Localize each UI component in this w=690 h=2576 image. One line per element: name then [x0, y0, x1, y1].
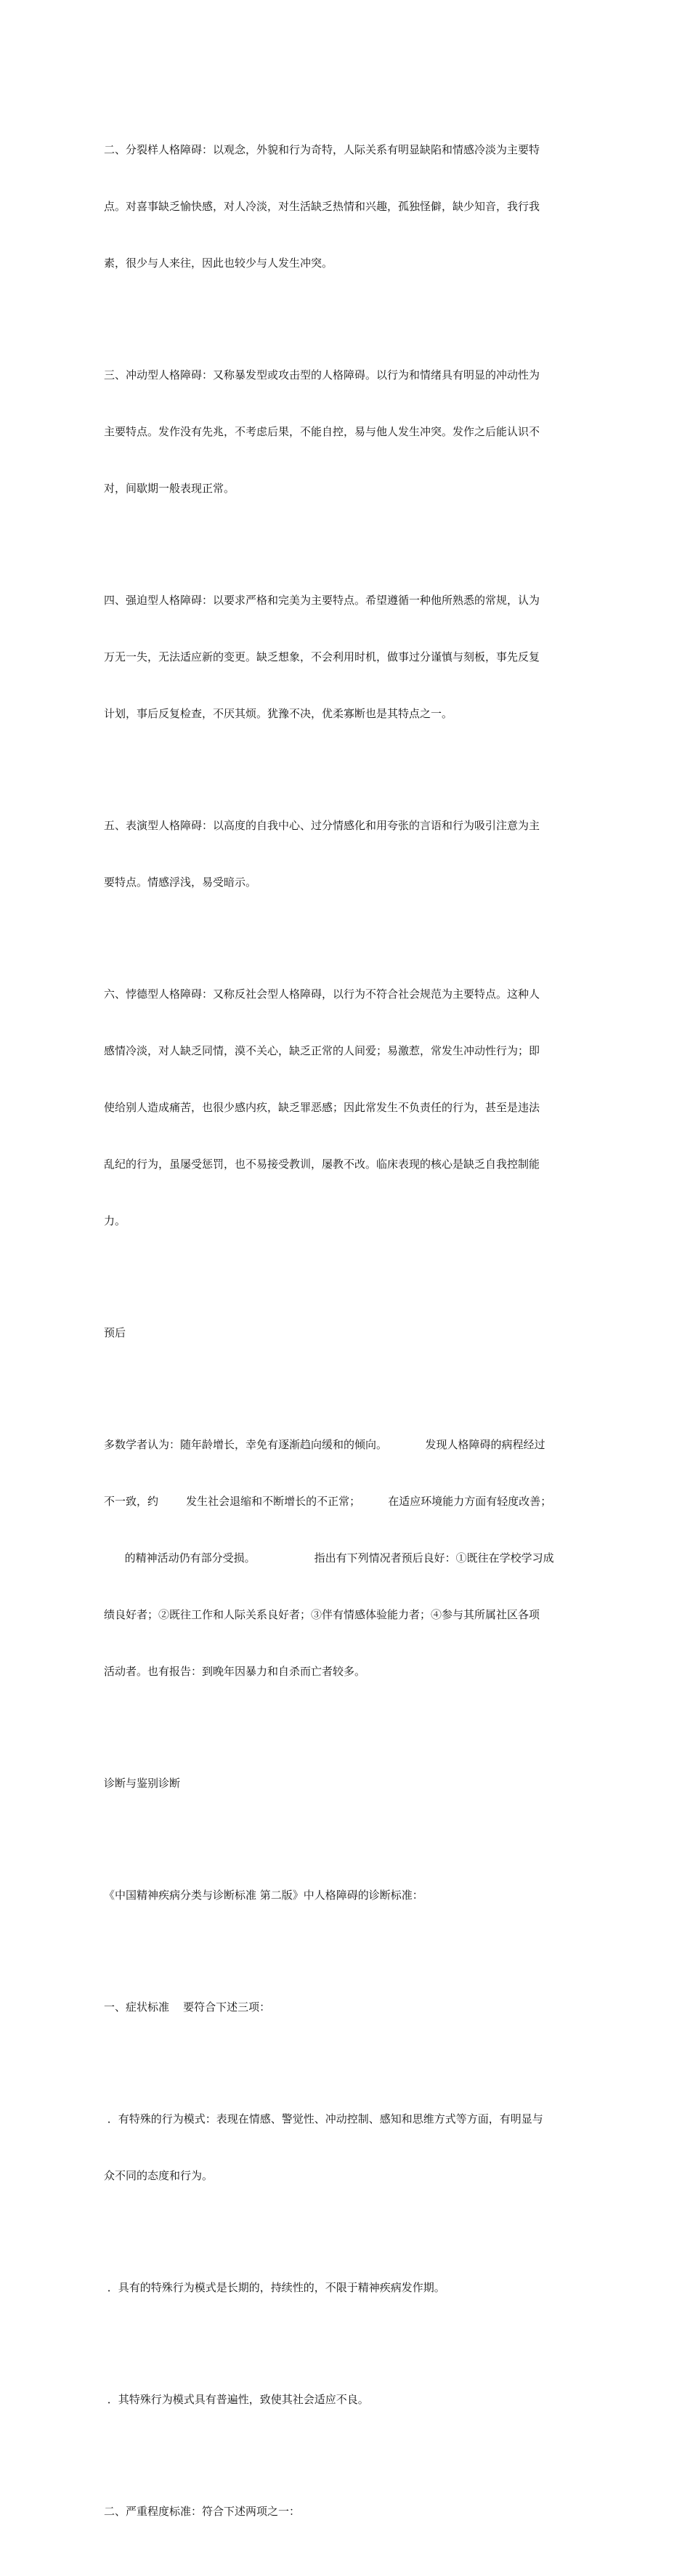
text-line: 诊断与鉴别诊断: [104, 1777, 181, 1790]
text-line: 四、强迫型人格障碍：以要求严格和完美为主要特点。希望遵循一种他所熟悉的常规，认为: [104, 594, 540, 607]
text-line: 六、悖德型人格障碍：又称反社会型人格障碍，以行为不符合社会规范为主要特点。这种人: [104, 988, 540, 1001]
paragraph-antisocial: [104, 947, 592, 1268]
text-line: 二、严重程度标准：符合下述两项之一：: [104, 2505, 301, 2518]
text-line: 三、冲动型人格障碍：又称暴发型或攻击型的人格障碍。以行为和情绪具有明显的冲动性为: [104, 368, 540, 381]
text-line: ．具有的特殊行为模式是长期的，持续性的，不限于精神疾病发作期。: [104, 2281, 445, 2294]
text-line: 五、表演型人格障碍：以高度的自我中心、过分情感化和用夸张的言语和行为吸引注意为主: [104, 819, 540, 832]
text-line: 预后: [104, 1326, 126, 1339]
paragraph-standard-title: [104, 1848, 592, 1942]
text-line: 的精神活动仍有部分受损。 指出有下列情况者预后良好：①既往在学校学习成: [104, 1551, 554, 1564]
text-line: 力。: [104, 1214, 126, 1227]
text-line: 二、分裂样人格障碍：以观念，外貌和行为奇特，人际关系有明显缺陷和情感冷淡为主要特: [104, 143, 540, 156]
paragraph-histrionic: [104, 778, 592, 929]
section-heading-prognosis: [104, 1285, 592, 1380]
text-line: 计划，事后反复检查，不厌其烦。犹豫不决，优柔寡断也是其特点之一。: [104, 707, 453, 720]
text-line: 不一致，约 发生社会退缩和不断增长的不正常； 在适应环境能力方面有轻度改善；: [104, 1495, 552, 1508]
list-item-criterion-3: [104, 2352, 592, 2447]
text-line: 对，间歇期一般表现正常。: [104, 482, 235, 495]
text-line: 《中国精神疾病分类与诊断标准 第二版》中人格障碍的诊断标准：: [104, 1889, 423, 1902]
text-line: 乱纪的行为，虽屡受惩罚，也不易接受教训，屡教不改。临床表现的核心是缺乏自我控制能: [104, 1158, 540, 1171]
section-heading-diagnosis: [104, 1736, 592, 1830]
text-line: ．有特殊的行为模式：表现在情感、警觉性、冲动控制、感知和思维方式等方面，有明显与: [104, 2112, 543, 2125]
text-line: 众不同的态度和行为。: [104, 2169, 214, 2182]
text-line: 一、症状标准 要符合下述三项：: [104, 2000, 271, 2014]
text-line: 点。对喜事缺乏愉快感，对人冷淡，对生活缺乏热情和兴趣，孤独怪僻，缺少知音，我行我: [104, 200, 540, 213]
paragraph-symptom-standard: [104, 1960, 592, 2054]
text-line: ．其特殊行为模式具有普遍性，致使其社会适应不良。: [104, 2393, 369, 2406]
list-item-criterion-2: [104, 2240, 592, 2335]
text-line: 绩良好者；②既往工作和人际关系良好者；③伴有情感体验能力者；④参与其所属社区各项: [104, 1608, 540, 1621]
text-line: 素，很少与人来往，因此也较少与人发生冲突。: [104, 257, 333, 270]
text-line: 主要特点。发作没有先兆，不考虑后果，不能自控，易与他人发生冲突。发作之后能认识不: [104, 425, 540, 438]
text-line: 要特点。情感浮浅，易受暗示。: [104, 876, 257, 889]
text-line: 多数学者认为：随年龄增长，幸免有逐渐趋向缓和的倾向。 发现人格障碍的病程经过: [104, 1438, 545, 1451]
paragraph-impulsive: [104, 328, 592, 536]
document-page: [104, 102, 592, 2576]
paragraph-schizoid: [104, 102, 592, 310]
list-item-criterion-1: [104, 2072, 592, 2223]
paragraph-obsessive: [104, 553, 592, 761]
paragraph-prognosis: [104, 1397, 592, 1719]
text-line: 感情冷淡，对人缺乏同情，漠不关心，缺乏正常的人间爱；易激惹，常发生冲动性行为；即: [104, 1044, 540, 1057]
paragraph-severity-standard: [104, 2464, 592, 2559]
text-line: 使给别人造成痛苦，也很少感内疚，缺乏罪恶感；因此常发生不负责任的行为，甚至是违法: [104, 1101, 540, 1114]
text-line: 活动者。也有报告：到晚年因暴力和自杀而亡者较多。: [104, 1665, 366, 1678]
text-line: 万无一失，无法适应新的变更。缺乏想象，不会利用时机，做事过分谨慎与刻板，事先反复: [104, 650, 540, 663]
